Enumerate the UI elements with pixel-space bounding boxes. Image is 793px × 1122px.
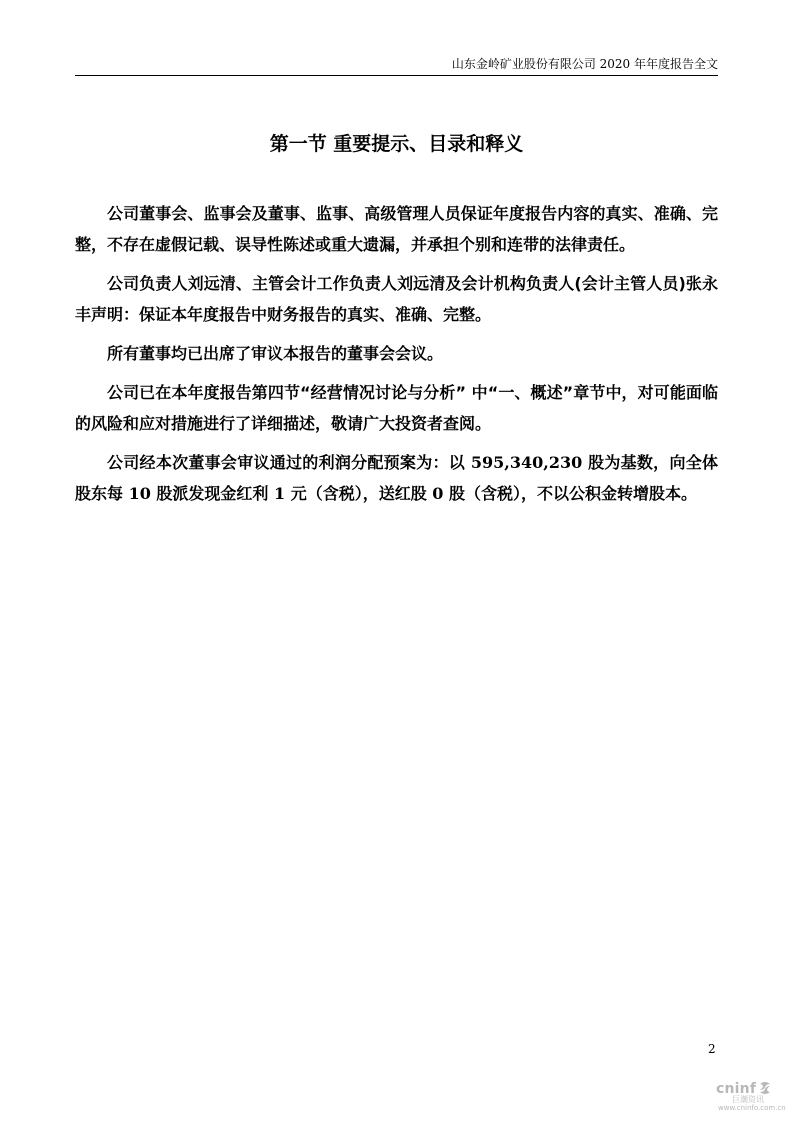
watermark-top	[716, 1078, 773, 1096]
cash-dividend-number: 1	[274, 484, 286, 503]
profit-distribution-text-4: 元（含税），送红股	[285, 484, 433, 503]
profit-distribution-text-3: 股派发现金红利	[150, 484, 274, 503]
profit-distribution-text-1: 公司经本次董事会审议通过的利润分配预案为：以	[107, 453, 471, 472]
watermark-subtitle: 巨潮资讯	[732, 1095, 764, 1104]
profit-distribution-text-2: 股为基数，向全体股东每	[75, 453, 718, 503]
page-number: 2	[708, 1042, 716, 1056]
paragraph-directors-attendance: 所有董事均已出席了审议本报告的董事会会议。	[107, 344, 444, 363]
cninfo-watermark	[716, 1078, 788, 1114]
profit-distribution-text-5: 股（含税），不以公积金转增股本。	[443, 484, 698, 503]
paragraph-risk-notice: 公司已在本年度报告第四节“经营情况讨论与分析” 中“一、概述”章节中，对可能面临的风险和应对措施进行了详细描述，敬请广大投资者查阅。	[75, 383, 718, 433]
share-base-number: 595,340,230	[470, 453, 583, 472]
bonus-shares-number: 0	[432, 484, 444, 503]
paragraph-profit-distribution	[75, 447, 718, 509]
body-text	[75, 198, 718, 517]
header-text: 山东金岭矿业股份有限公司 2020 年年度报告全文	[451, 57, 718, 71]
watermark-brand: cninf	[716, 1081, 757, 1097]
watermark-url: www.cninfo.com.cn	[718, 1104, 786, 1112]
paragraph-responsibility-statement: 公司董事会、监事会及董事、监事、高级管理人员保证年度报告内容的真实、准确、完整，不存在虚假记载、误导性陈述或重大遗漏，并承担个别和连带的法律责任。	[75, 204, 718, 254]
page-header	[75, 55, 718, 76]
per-shares-number: 10	[128, 484, 151, 503]
paragraph-responsible-persons-declaration: 公司负责人刘远清、主管会计工作负责人刘远清及会计机构负责人(会计主管人员)张永丰声明：保证本年度报告中财务报告的真实、准确、完整。	[75, 274, 718, 324]
section-title: 第一节 重要提示、目录和释义	[269, 133, 524, 155]
